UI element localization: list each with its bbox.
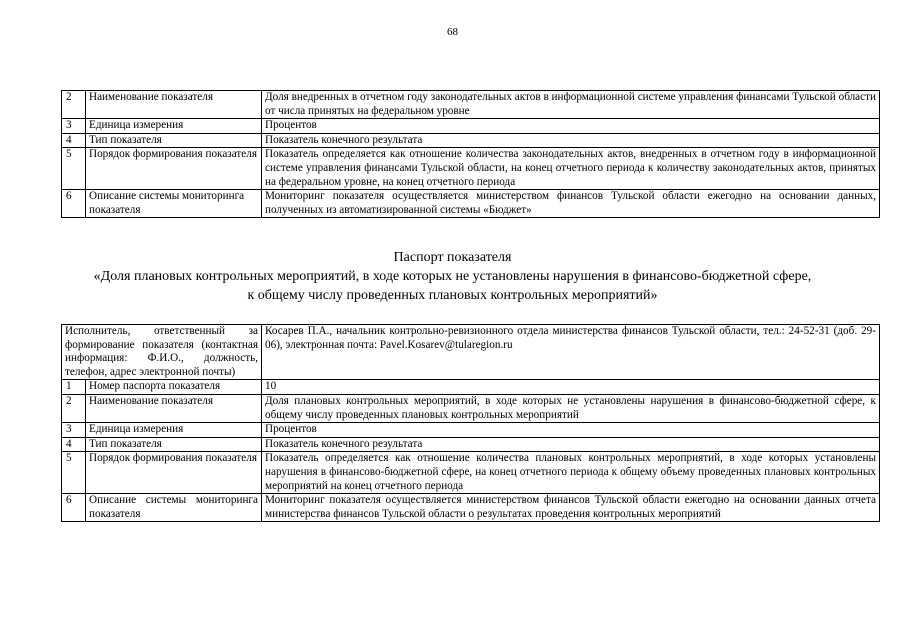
passport-title-line-1: «Доля плановых контрольных мероприятий, в ходе которых не установлены нарушения в финансово-бюджетной сфере, bbox=[93, 269, 812, 284]
row-label: Тип показателя bbox=[86, 437, 262, 452]
row-value: Доля внедренных в отчетном году законодательных актов в информационной системе управления финансами Тульской области от числа принятых на федеральном уровне bbox=[262, 91, 880, 119]
row-label: Номер паспорта показателя bbox=[86, 380, 262, 395]
row-number: 3 bbox=[62, 119, 86, 134]
table-row bbox=[62, 325, 880, 380]
table-row bbox=[62, 190, 880, 218]
indicator-passport-table bbox=[61, 324, 880, 522]
row-number: 3 bbox=[62, 423, 86, 438]
table-row bbox=[62, 452, 880, 494]
row-value: Процентов bbox=[262, 119, 880, 134]
passport-heading: Паспорт показателя bbox=[393, 250, 512, 265]
table-row bbox=[62, 423, 880, 438]
row-label: Описание системы мониторинга показателя bbox=[86, 190, 262, 218]
row-value: Мониторинг показателя осуществляется министерством финансов Тульской области ежегодно на основании данных отчета министерства финансов Тульской области о результатах проведения контрольных мероприятий bbox=[262, 494, 880, 522]
row-label: Наименование показателя bbox=[86, 394, 262, 422]
row-label: Тип показателя bbox=[86, 133, 262, 148]
row-label: Порядок формирования показателя bbox=[86, 148, 262, 190]
indicator-table-top bbox=[61, 90, 880, 218]
row-number: 4 bbox=[62, 133, 86, 148]
row-number: 6 bbox=[62, 190, 86, 218]
row-number: 6 bbox=[62, 494, 86, 522]
table-row bbox=[62, 380, 880, 395]
table-row bbox=[62, 394, 880, 422]
executor-value: Косарев П.А., начальник контрольно-ревизионного отдела министерства финансов Тульской области, тел.: 24-52-31 (доб. 29-06), электронная почта: Pavel.Kosarev@tularegion.ru bbox=[262, 325, 880, 380]
table-row bbox=[62, 119, 880, 134]
row-value: Доля плановых контрольных мероприятий, в ходе которых не установлены нарушения в финансово-бюджетной сфере, к общему числу проведенных плановых контрольных мероприятий bbox=[262, 394, 880, 422]
table-row bbox=[62, 148, 880, 190]
row-number: 2 bbox=[62, 394, 86, 422]
row-value: Показатель определяется как отношение количества законодательных актов, внедренных в отчетном году в информационной системе управления финансами Тульской области, на конец отчетного периода к количеству законодательных актов, принятых на федеральном уровне, на конец отчетного периода bbox=[262, 148, 880, 190]
row-label: Описание системы мониторинга показателя bbox=[86, 494, 262, 522]
row-number: 5 bbox=[62, 148, 86, 190]
table-row bbox=[62, 494, 880, 522]
row-value: Процентов bbox=[262, 423, 880, 438]
page-number: 68 bbox=[447, 26, 458, 38]
row-label: Наименование показателя bbox=[86, 91, 262, 119]
row-label: Порядок формирования показателя bbox=[86, 452, 262, 494]
row-value: Мониторинг показателя осуществляется министерством финансов Тульской области ежегодно на основании данных, полученных из автоматизированной системы «Бюджет» bbox=[262, 190, 880, 218]
row-label: Единица измерения bbox=[86, 423, 262, 438]
row-label: Единица измерения bbox=[86, 119, 262, 134]
row-number: 2 bbox=[62, 91, 86, 119]
row-number: 1 bbox=[62, 380, 86, 395]
row-value: 10 bbox=[262, 380, 880, 395]
executor-label: Исполнитель, ответственный за формирование показателя (контактная информация: Ф.И.О., должность, телефон, адрес электронной почты) bbox=[62, 325, 262, 380]
table-row bbox=[62, 437, 880, 452]
row-number: 4 bbox=[62, 437, 86, 452]
row-value: Показатель определяется как отношение количества плановых контрольных мероприятий, в ходе которых установлены нарушения в финансово-бюджетной сфере, на конец отчетного периода к общему объему проведенных плановых контрольных мероприятий на конец отчетного периода bbox=[262, 452, 880, 494]
passport-title-line-2: к общему числу проведенных плановых контрольных мероприятий» bbox=[247, 288, 658, 303]
table-row bbox=[62, 91, 880, 119]
row-value: Показатель конечного результата bbox=[262, 133, 880, 148]
table-row bbox=[62, 133, 880, 148]
row-value: Показатель конечного результата bbox=[262, 437, 880, 452]
row-number: 5 bbox=[62, 452, 86, 494]
